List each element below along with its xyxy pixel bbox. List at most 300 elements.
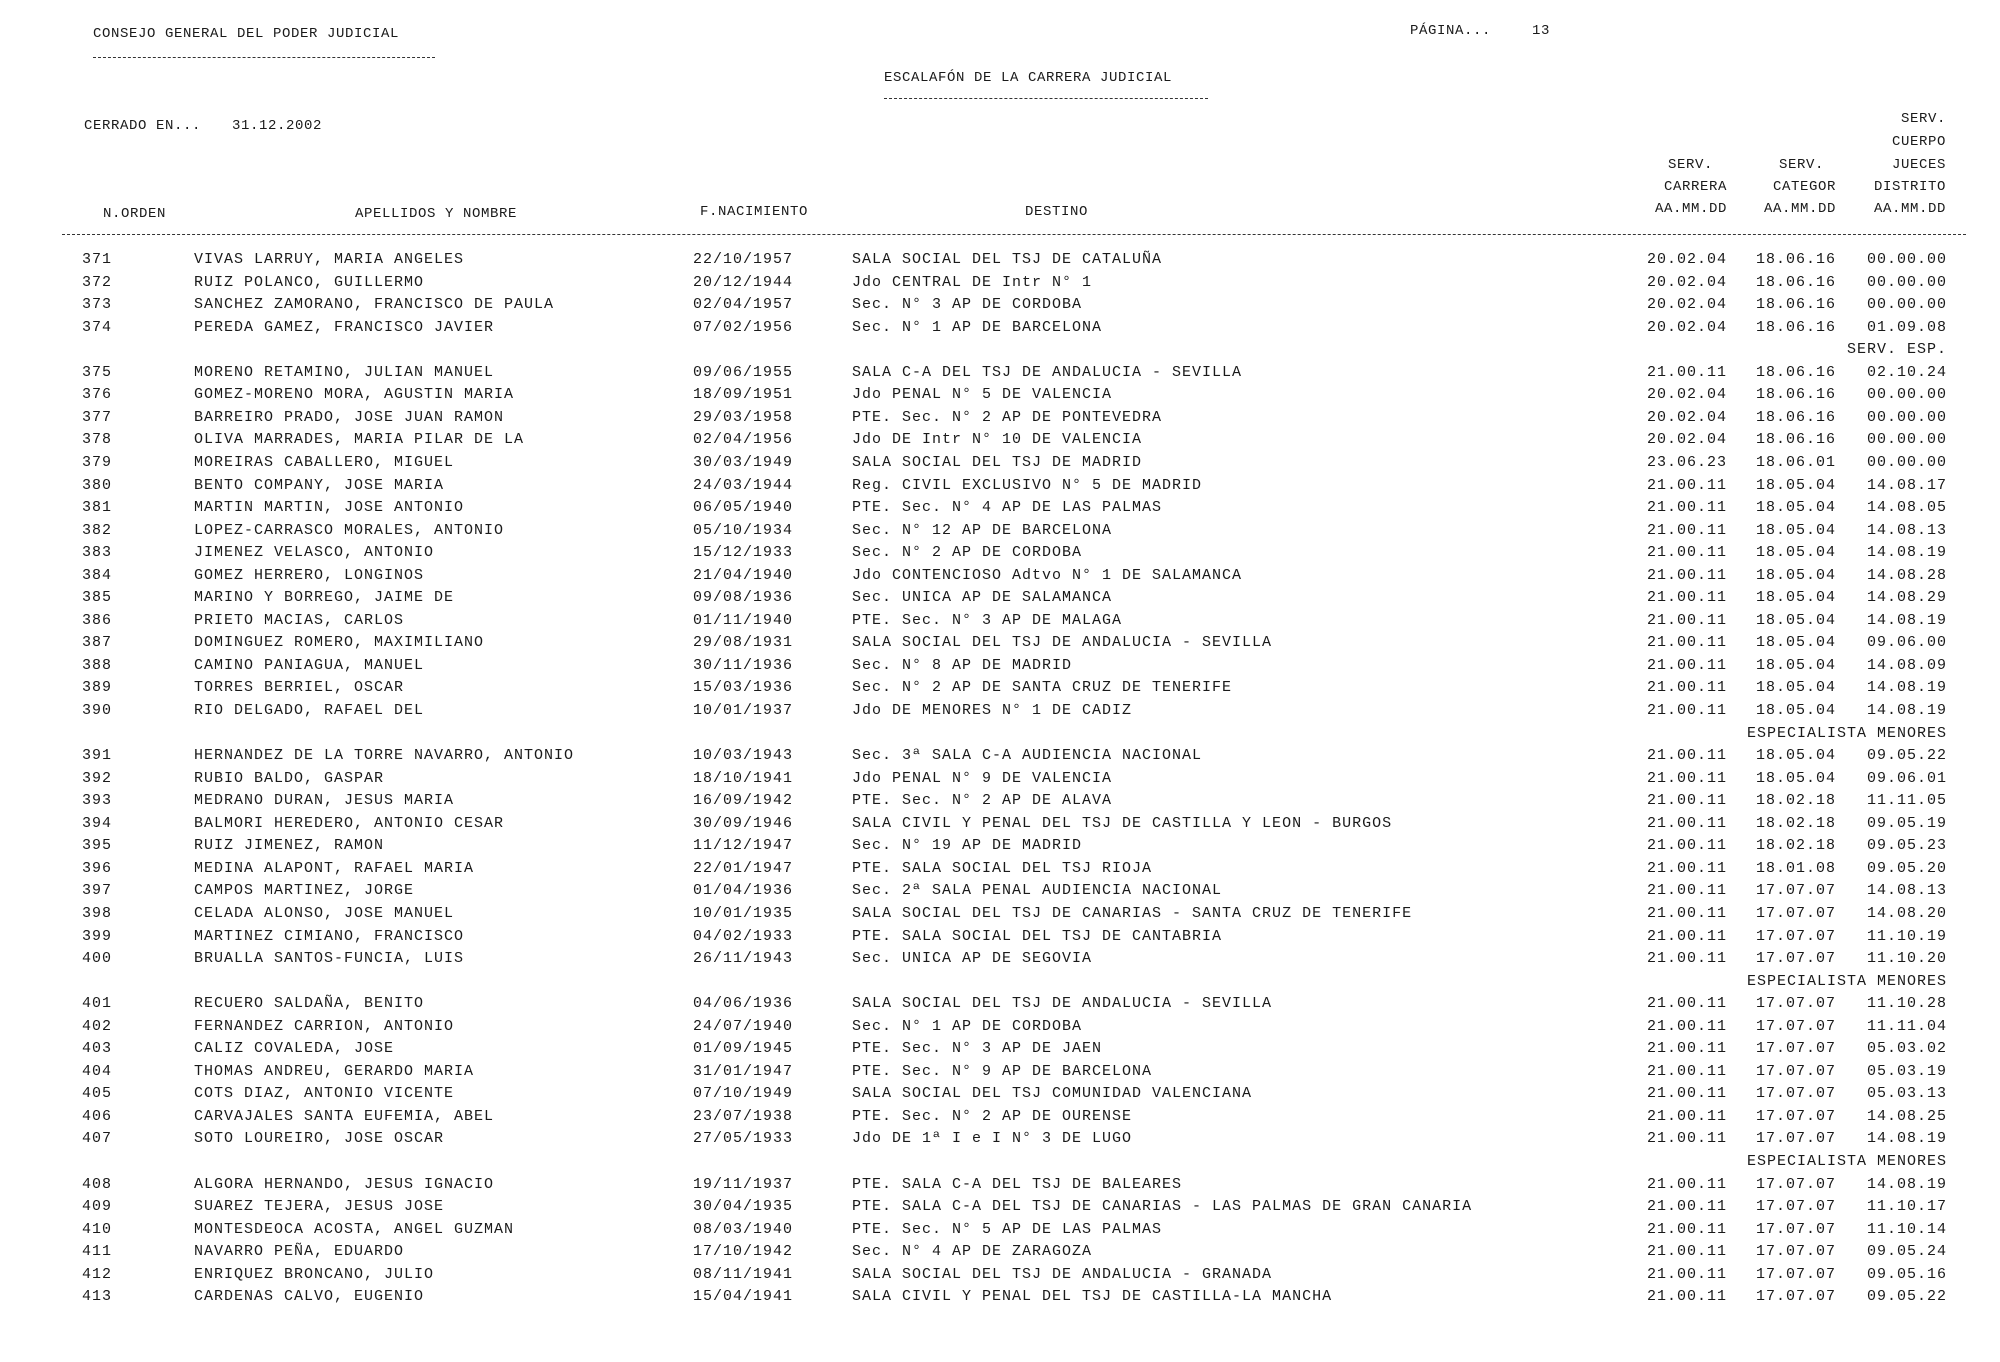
row-destination: Jdo DE 1ª I e I N° 3 DE LUGO: [852, 1130, 1133, 1148]
row-order: 410: [82, 1220, 113, 1238]
row-order: 400: [82, 950, 113, 968]
row-category: 18.05.04: [1755, 656, 1836, 674]
row-destination: SALA SOCIAL DEL TSJ DE ANDALUCIA - SEVILLA: [852, 995, 1273, 1013]
col-career-2: CARRERA: [1663, 179, 1727, 195]
row-category: 18.06.01: [1755, 453, 1836, 471]
row-destination: Jdo PENAL N° 5 DE VALENCIA: [852, 386, 1113, 404]
row-district: 09.05.24: [1866, 1243, 1947, 1261]
row-birth: 20/12/1944: [693, 273, 794, 291]
row-district: 14.08.25: [1866, 1107, 1947, 1125]
row-birth: 08/03/1940: [693, 1220, 794, 1238]
row-career: 21.00.11: [1646, 476, 1727, 494]
row-category: 17.07.07: [1755, 950, 1836, 968]
row-order: 374: [82, 318, 113, 336]
row-category: 18.05.04: [1755, 702, 1836, 719]
row-destination: SALA SOCIAL DEL TSJ DE CATALUÑA: [852, 251, 1163, 268]
row-career: 21.00.11: [1646, 1175, 1727, 1193]
row-destination: PTE. Sec. N° 9 AP DE BARCELONA: [852, 1062, 1153, 1080]
row-district: 09.06.01: [1866, 769, 1947, 787]
section-note: SERV. ESP.: [1846, 341, 1947, 359]
row-district: 11.11.05: [1866, 792, 1947, 810]
row-category: 17.07.07: [1755, 1130, 1836, 1148]
row-birth: 26/11/1943: [693, 950, 794, 968]
row-category: 18.06.16: [1755, 386, 1836, 404]
row-career: 21.00.11: [1646, 589, 1727, 607]
row-name: BARREIRO PRADO, JOSE JUAN RAMON: [194, 408, 505, 426]
row-birth: 07/02/1956: [693, 318, 794, 336]
row-career: 21.00.11: [1646, 1062, 1727, 1080]
row-district: 14.08.28: [1866, 566, 1947, 584]
row-name: CELADA ALONSO, JOSE MANUEL: [194, 904, 455, 922]
row-district: 00.00.00: [1866, 453, 1947, 471]
row-district: 09.05.20: [1866, 859, 1947, 877]
row-category: 18.05.04: [1755, 611, 1836, 629]
row-district: 14.08.29: [1866, 589, 1947, 607]
row-district: 09.05.23: [1866, 837, 1947, 855]
row-name: MARTINEZ CIMIANO, FRANCISCO: [194, 927, 465, 945]
row-order: 389: [82, 679, 113, 697]
row-category: 17.07.07: [1755, 1220, 1836, 1238]
row-district: 01.09.08: [1866, 318, 1947, 336]
row-career: 21.00.11: [1646, 747, 1727, 765]
row-destination: PTE. Sec. N° 2 AP DE PONTEVEDRA: [852, 408, 1163, 426]
row-district: 00.00.00: [1866, 408, 1947, 426]
row-name: PRIETO MACIAS, CARLOS: [194, 611, 405, 629]
row-district: 11.10.20: [1866, 950, 1947, 968]
row-district: 00.00.00: [1866, 273, 1947, 291]
row-destination: Jdo CENTRAL DE Intr N° 1: [852, 273, 1093, 291]
row-category: 17.07.07: [1755, 1017, 1836, 1035]
row-order: 398: [82, 904, 113, 922]
row-order: 375: [82, 363, 113, 381]
organization-name: CONSEJO GENERAL DEL PODER JUDICIAL: [93, 26, 400, 42]
row-destination: PTE. Sec. N° 2 AP DE OURENSE: [852, 1107, 1133, 1125]
row-order: 399: [82, 927, 113, 945]
row-destination: Sec. 3ª SALA C-A AUDIENCIA NACIONAL: [852, 747, 1203, 765]
row-name: JIMENEZ VELASCO, ANTONIO: [194, 544, 435, 562]
row-name: MARINO Y BORREGO, JAIME DE: [194, 589, 455, 607]
row-birth: 22/10/1957: [693, 251, 794, 268]
row-birth: 11/12/1947: [693, 837, 794, 855]
row-career: 21.00.11: [1646, 882, 1727, 900]
section-note: ESPECIALISTA MENORES: [1746, 972, 1947, 990]
row-birth: 10/01/1935: [693, 904, 794, 922]
row-name: ALGORA HERNANDO, JESUS IGNACIO: [194, 1175, 495, 1193]
row-name: SOTO LOUREIRO, JOSE OSCAR: [194, 1130, 445, 1148]
row-destination: Sec. N° 8 AP DE MADRID: [852, 656, 1073, 674]
row-name: THOMAS ANDREU, GERARDO MARIA: [194, 1062, 475, 1080]
row-order: 384: [82, 566, 113, 584]
row-order: 396: [82, 859, 113, 877]
row-birth: 02/04/1957: [693, 296, 794, 314]
row-career: 21.00.11: [1646, 1085, 1727, 1103]
row-order: 407: [82, 1130, 113, 1148]
row-birth: 30/09/1946: [693, 814, 794, 832]
row-career: 21.00.11: [1646, 927, 1727, 945]
row-order: 401: [82, 995, 113, 1013]
row-order: 382: [82, 521, 113, 539]
row-destination: SALA SOCIAL DEL TSJ DE ANDALUCIA - GRANADA: [852, 1265, 1273, 1283]
row-district: 14.08.13: [1866, 521, 1947, 539]
row-category: 17.07.07: [1755, 1265, 1836, 1283]
row-order: 404: [82, 1062, 113, 1080]
row-career: 21.00.11: [1646, 837, 1727, 855]
row-district: 14.08.20: [1866, 904, 1947, 922]
row-order: 392: [82, 769, 113, 787]
row-category: 18.06.16: [1755, 318, 1836, 336]
row-name: MONTESDEOCA ACOSTA, ANGEL GUZMAN: [194, 1220, 515, 1238]
row-order: 409: [82, 1198, 113, 1216]
row-birth: 04/02/1933: [693, 927, 794, 945]
row-destination: PTE. Sec. N° 2 AP DE ALAVA: [852, 792, 1113, 810]
row-district: 14.08.19: [1866, 702, 1947, 719]
row-career: 21.00.11: [1646, 656, 1727, 674]
row-category: 18.02.18: [1755, 837, 1836, 855]
row-name: SUAREZ TEJERA, JESUS JOSE: [194, 1198, 445, 1216]
row-order: 405: [82, 1085, 113, 1103]
row-district: 14.08.09: [1866, 656, 1947, 674]
row-name: RUBIO BALDO, GASPAR: [194, 769, 385, 787]
row-order: 385: [82, 589, 113, 607]
row-district: 00.00.00: [1866, 386, 1947, 404]
row-birth: 30/04/1935: [693, 1198, 794, 1216]
row-career: 21.00.11: [1646, 521, 1727, 539]
row-district: 09.05.16: [1866, 1265, 1947, 1283]
row-career: 21.00.11: [1646, 1265, 1727, 1283]
row-career: 21.00.11: [1646, 1040, 1727, 1058]
page-label: PÁGINA...: [1410, 23, 1492, 39]
row-destination: SALA SOCIAL DEL TSJ DE ANDALUCIA - SEVILLA: [852, 634, 1273, 652]
row-career: 21.00.11: [1646, 611, 1727, 629]
row-category: 18.06.16: [1755, 296, 1836, 314]
row-order: 413: [82, 1288, 113, 1306]
row-destination: Sec. N° 19 AP DE MADRID: [852, 837, 1083, 855]
row-destination: PTE. Sec. N° 4 AP DE LAS PALMAS: [852, 499, 1163, 517]
row-career: 20.02.04: [1646, 296, 1727, 314]
row-category: 18.06.16: [1755, 408, 1836, 426]
row-order: 412: [82, 1265, 113, 1283]
row-category: 17.07.07: [1755, 1175, 1836, 1193]
row-category: 17.07.07: [1755, 1085, 1836, 1103]
section-note: ESPECIALISTA MENORES: [1746, 1153, 1947, 1170]
organization-underline: [93, 57, 435, 58]
row-name: MEDINA ALAPONT, RAFAEL MARIA: [194, 859, 475, 877]
row-name: CARDENAS CALVO, EUGENIO: [194, 1288, 425, 1306]
row-name: LOPEZ-CARRASCO MORALES, ANTONIO: [194, 521, 505, 539]
row-birth: 16/09/1942: [693, 792, 794, 810]
row-category: 18.05.04: [1755, 499, 1836, 517]
row-name: BRUALLA SANTOS-FUNCIA, LUIS: [194, 950, 465, 968]
row-name: MARTIN MARTIN, JOSE ANTONIO: [194, 499, 465, 517]
row-order: 391: [82, 747, 113, 765]
row-destination: Sec. UNICA AP DE SALAMANCA: [852, 589, 1113, 607]
row-district: 14.08.19: [1866, 544, 1947, 562]
row-birth: 30/03/1949: [693, 453, 794, 471]
row-district: 14.08.19: [1866, 611, 1947, 629]
row-birth: 19/11/1937: [693, 1175, 794, 1193]
row-category: 18.05.04: [1755, 747, 1836, 765]
row-category: 18.02.18: [1755, 792, 1836, 810]
row-career: 21.00.11: [1646, 950, 1727, 968]
row-district: 11.10.17: [1866, 1198, 1947, 1216]
row-category: 17.07.07: [1755, 904, 1836, 922]
row-destination: PTE. SALA C-A DEL TSJ DE CANARIAS - LAS PALMAS DE GRAN CANARIA: [852, 1198, 1473, 1216]
row-career: 21.00.11: [1646, 1288, 1727, 1306]
row-district: 11.10.14: [1866, 1220, 1947, 1238]
row-name: CALIZ COVALEDA, JOSE: [194, 1040, 395, 1058]
row-name: FERNANDEZ CARRION, ANTONIO: [194, 1017, 455, 1035]
row-career: 20.02.04: [1646, 386, 1727, 404]
row-category: 18.05.04: [1755, 679, 1836, 697]
row-name: OLIVA MARRADES, MARIA PILAR DE LA: [194, 431, 525, 449]
row-career: 21.00.11: [1646, 1198, 1727, 1216]
row-name: CAMPOS MARTINEZ, JORGE: [194, 882, 415, 900]
row-birth: 30/11/1936: [693, 656, 794, 674]
document-title: ESCALAFÓN DE LA CARRERA JUDICIAL: [884, 70, 1173, 86]
row-career: 20.02.04: [1646, 318, 1727, 336]
row-district: 09.05.22: [1866, 747, 1947, 765]
row-birth: 18/09/1951: [693, 386, 794, 404]
row-district: 05.03.19: [1866, 1062, 1947, 1080]
row-destination: Sec. N° 2 AP DE SANTA CRUZ DE TENERIFE: [852, 679, 1233, 697]
row-birth: 29/03/1958: [693, 408, 794, 426]
col-birth: F.NACIMIENTO: [700, 204, 809, 220]
row-career: 21.00.11: [1646, 1107, 1727, 1125]
row-destination: PTE. SALA SOCIAL DEL TSJ DE CANTABRIA: [852, 927, 1223, 945]
col-career-1: SERV.: [1667, 157, 1713, 173]
row-district: 14.08.19: [1866, 1130, 1947, 1148]
row-destination: SALA CIVIL Y PENAL DEL TSJ DE CASTILLA-LA MANCHA: [852, 1288, 1333, 1306]
row-name: TORRES BERRIEL, OSCAR: [194, 679, 405, 697]
row-birth: 08/11/1941: [693, 1265, 794, 1283]
row-career: 21.00.11: [1646, 769, 1727, 787]
row-name: NAVARRO PEÑA, EDUARDO: [194, 1243, 405, 1261]
row-name: VIVAS LARRUY, MARIA ANGELES: [194, 251, 465, 268]
row-district: 05.03.02: [1866, 1040, 1947, 1058]
row-destination: Sec. N° 1 AP DE CORDOBA: [852, 1017, 1083, 1035]
row-category: 18.05.04: [1755, 566, 1836, 584]
row-destination: Sec. N° 12 AP DE BARCELONA: [852, 521, 1113, 539]
row-career: 21.00.11: [1646, 679, 1727, 697]
col-name: APELLIDOS Y NOMBRE: [355, 206, 518, 222]
row-order: 377: [82, 408, 113, 426]
row-destination: SALA SOCIAL DEL TSJ DE MADRID: [852, 453, 1143, 471]
row-career: 21.00.11: [1646, 1017, 1727, 1035]
header-separator: [62, 234, 1966, 235]
row-name: DOMINGUEZ ROMERO, MAXIMILIANO: [194, 634, 485, 652]
row-district: 00.00.00: [1866, 431, 1947, 449]
row-career: 21.00.11: [1646, 1220, 1727, 1238]
row-birth: 27/05/1933: [693, 1130, 794, 1148]
row-category: 17.07.07: [1755, 1288, 1836, 1306]
row-name: HERNANDEZ DE LA TORRE NAVARRO, ANTONIO: [194, 747, 575, 765]
row-order: 379: [82, 453, 113, 471]
row-career: 21.00.11: [1646, 544, 1727, 562]
row-district: 00.00.00: [1866, 251, 1947, 268]
row-career: 23.06.23: [1646, 453, 1727, 471]
row-career: 21.00.11: [1646, 499, 1727, 517]
row-order: 408: [82, 1175, 113, 1193]
col-order: N.ORDEN: [103, 206, 167, 222]
row-category: 18.02.18: [1755, 814, 1836, 832]
row-career: 21.00.11: [1646, 1243, 1727, 1261]
row-order: 383: [82, 544, 113, 562]
row-destination: SALA C-A DEL TSJ DE ANDALUCIA - SEVILLA: [852, 363, 1243, 381]
row-order: 390: [82, 702, 113, 719]
row-career: 20.02.04: [1646, 408, 1727, 426]
row-destination: Sec. N° 1 AP DE BARCELONA: [852, 318, 1103, 336]
row-order: 386: [82, 611, 113, 629]
row-district: 14.08.19: [1866, 679, 1947, 697]
row-birth: 06/05/1940: [693, 499, 794, 517]
row-order: 403: [82, 1040, 113, 1058]
row-birth: 23/07/1938: [693, 1107, 794, 1125]
row-district: 09.05.22: [1866, 1288, 1947, 1306]
row-category: 18.06.16: [1755, 273, 1836, 291]
row-order: 371: [82, 251, 113, 268]
row-category: 17.07.07: [1755, 1040, 1836, 1058]
row-career: 21.00.11: [1646, 814, 1727, 832]
row-district: 02.10.24: [1866, 363, 1947, 381]
row-category: 18.06.16: [1755, 363, 1836, 381]
row-category: 17.07.07: [1755, 1243, 1836, 1261]
row-birth: 18/10/1941: [693, 769, 794, 787]
row-destination: Sec. N° 2 AP DE CORDOBA: [852, 544, 1083, 562]
row-district: 14.08.13: [1866, 882, 1947, 900]
row-order: 393: [82, 792, 113, 810]
row-name: RUIZ JIMENEZ, RAMON: [194, 837, 385, 855]
row-career: 21.00.11: [1646, 634, 1727, 652]
col-district-4: DISTRITO: [1873, 179, 1946, 195]
row-destination: Jdo PENAL N° 9 DE VALENCIA: [852, 769, 1113, 787]
row-order: 373: [82, 296, 113, 314]
row-category: 18.06.16: [1755, 251, 1836, 268]
row-career: 21.00.11: [1646, 702, 1727, 719]
row-category: 18.05.04: [1755, 769, 1836, 787]
col-district-1: SERV.: [1900, 111, 1946, 127]
row-birth: 31/01/1947: [693, 1062, 794, 1080]
row-order: 406: [82, 1107, 113, 1125]
row-category: 17.07.07: [1755, 882, 1836, 900]
row-category: 18.05.04: [1755, 589, 1836, 607]
row-district: 11.10.28: [1866, 995, 1947, 1013]
row-career: 21.00.11: [1646, 363, 1727, 381]
page-number: 13: [1532, 23, 1551, 39]
row-order: 402: [82, 1017, 113, 1035]
row-order: 394: [82, 814, 113, 832]
row-birth: 09/08/1936: [693, 589, 794, 607]
row-birth: 10/03/1943: [693, 747, 794, 765]
row-category: 18.06.16: [1755, 431, 1836, 449]
row-order: 395: [82, 837, 113, 855]
row-district: 14.08.05: [1866, 499, 1947, 517]
row-birth: 04/06/1936: [693, 995, 794, 1013]
row-category: 18.05.04: [1755, 634, 1836, 652]
row-destination: Sec. UNICA AP DE SEGOVIA: [852, 950, 1093, 968]
row-district: 05.03.13: [1866, 1085, 1947, 1103]
row-district: 00.00.00: [1866, 296, 1947, 314]
row-order: 387: [82, 634, 113, 652]
row-destination: PTE. SALA SOCIAL DEL TSJ RIOJA: [852, 859, 1153, 877]
row-district: 09.05.19: [1866, 814, 1947, 832]
row-order: 378: [82, 431, 113, 449]
row-order: 411: [82, 1243, 113, 1261]
row-career: 21.00.11: [1646, 792, 1727, 810]
row-career: 21.00.11: [1646, 566, 1727, 584]
closed-label: CERRADO EN...: [84, 118, 202, 134]
row-name: COTS DIAZ, ANTONIO VICENTE: [194, 1085, 455, 1103]
row-career: 20.02.04: [1646, 251, 1727, 268]
row-order: 388: [82, 656, 113, 674]
row-destination: Jdo DE MENORES N° 1 DE CADIZ: [852, 702, 1133, 719]
col-district-5: AA.MM.DD: [1873, 201, 1946, 217]
row-birth: 15/04/1941: [693, 1288, 794, 1306]
row-name: RUIZ POLANCO, GUILLERMO: [194, 273, 425, 291]
col-destination: DESTINO: [1025, 204, 1089, 220]
row-destination: Reg. CIVIL EXCLUSIVO N° 5 DE MADRID: [852, 476, 1203, 494]
row-name: CAMINO PANIAGUA, MANUEL: [194, 656, 425, 674]
row-birth: 21/04/1940: [693, 566, 794, 584]
row-career: 21.00.11: [1646, 904, 1727, 922]
row-destination: Jdo CONTENCIOSO Adtvo N° 1 DE SALAMANCA: [852, 566, 1243, 584]
row-category: 18.05.04: [1755, 521, 1836, 539]
row-birth: 09/06/1955: [693, 363, 794, 381]
row-destination: PTE. Sec. N° 5 AP DE LAS PALMAS: [852, 1220, 1163, 1238]
title-underline: [884, 98, 1208, 99]
row-category: 17.07.07: [1755, 1107, 1836, 1125]
row-name: ENRIQUEZ BRONCANO, JULIO: [194, 1265, 435, 1283]
row-birth: 15/03/1936: [693, 679, 794, 697]
row-career: 21.00.11: [1646, 859, 1727, 877]
row-name: SANCHEZ ZAMORANO, FRANCISCO DE PAULA: [194, 296, 555, 314]
row-name: RECUERO SALDAÑA, BENITO: [194, 995, 425, 1013]
col-category-2: CATEGOR: [1772, 179, 1836, 195]
row-birth: 29/08/1931: [693, 634, 794, 652]
col-district-3: JUECES: [1891, 157, 1946, 173]
closed-date: 31.12.2002: [232, 118, 323, 134]
row-order: 380: [82, 476, 113, 494]
col-district-2: CUERPO: [1891, 134, 1946, 150]
row-name: BALMORI HEREDERO, ANTONIO CESAR: [194, 814, 505, 832]
row-birth: 01/11/1940: [693, 611, 794, 629]
row-category: 18.05.04: [1755, 544, 1836, 562]
row-birth: 22/01/1947: [693, 859, 794, 877]
row-birth: 24/07/1940: [693, 1017, 794, 1035]
row-district: 09.06.00: [1866, 634, 1947, 652]
row-destination: SALA CIVIL Y PENAL DEL TSJ DE CASTILLA Y LEON - BURGOS: [852, 814, 1393, 832]
row-birth: 07/10/1949: [693, 1085, 794, 1103]
row-birth: 17/10/1942: [693, 1243, 794, 1261]
row-career: 21.00.11: [1646, 1130, 1727, 1148]
row-name: RIO DELGADO, RAFAEL DEL: [194, 702, 425, 719]
row-birth: 05/10/1934: [693, 521, 794, 539]
row-birth: 01/09/1945: [693, 1040, 794, 1058]
row-district: 11.10.19: [1866, 927, 1947, 945]
row-district: 14.08.17: [1866, 476, 1947, 494]
row-category: 17.07.07: [1755, 1062, 1836, 1080]
row-career: 20.02.04: [1646, 273, 1727, 291]
row-name: PEREDA GAMEZ, FRANCISCO JAVIER: [194, 318, 495, 336]
col-career-3: AA.MM.DD: [1654, 201, 1727, 217]
row-name: GOMEZ-MORENO MORA, AGUSTIN MARIA: [194, 386, 515, 404]
col-category-3: AA.MM.DD: [1763, 201, 1836, 217]
row-destination: SALA SOCIAL DEL TSJ DE CANARIAS - SANTA CRUZ DE TENERIFE: [852, 904, 1413, 922]
row-career: 21.00.11: [1646, 995, 1727, 1013]
row-name: CARVAJALES SANTA EUFEMIA, ABEL: [194, 1107, 495, 1125]
row-destination: PTE. Sec. N° 3 AP DE JAEN: [852, 1040, 1103, 1058]
row-district: 14.08.19: [1866, 1175, 1947, 1193]
row-order: 376: [82, 386, 113, 404]
